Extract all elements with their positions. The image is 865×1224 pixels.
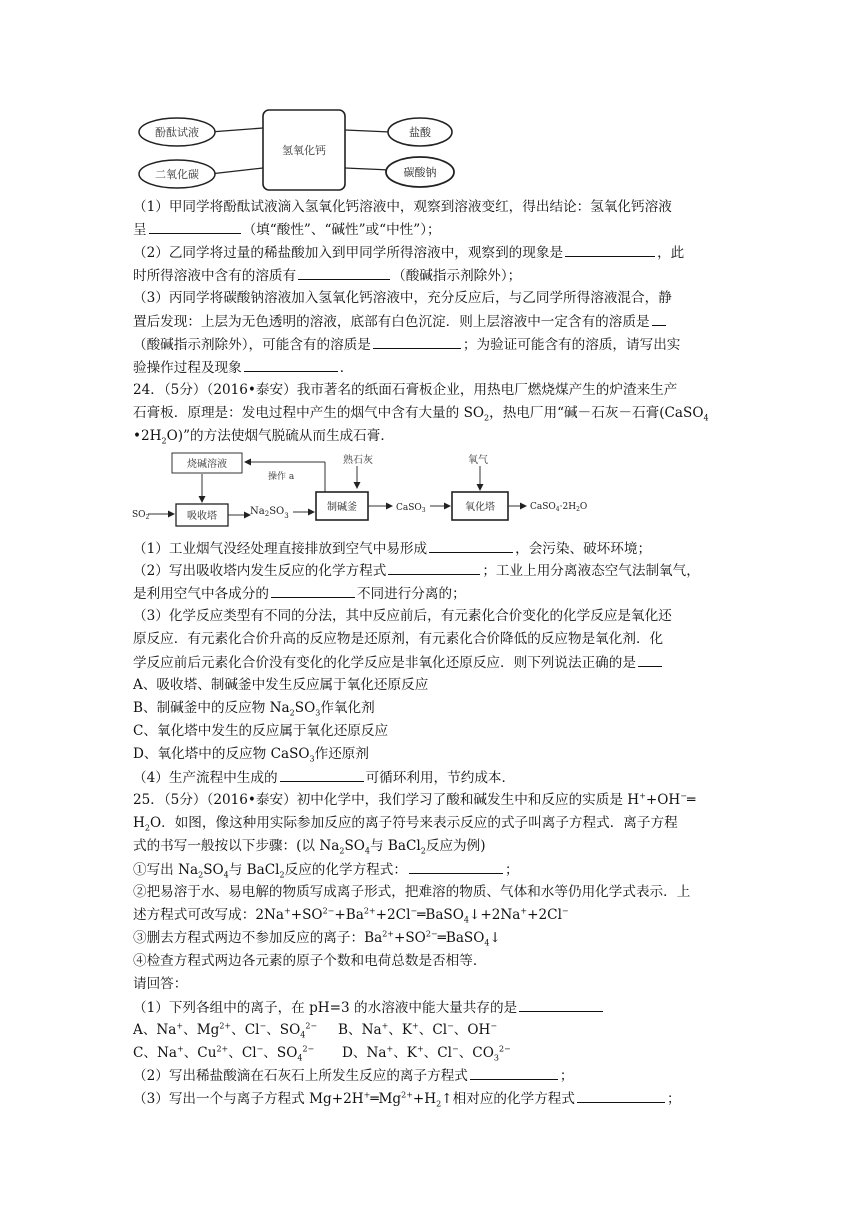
answer-blank[interactable] [429,539,513,553]
answer-blank[interactable] [373,335,461,349]
q25-step3: ③删去方程式两边不参加反应的离子：$Ba^{2+}+SO^{2-}═BaSO_4↓$ [133,929,501,948]
gypsum-process-flow [130,452,620,534]
q25-option-b: B、Na+、K+、Cl−、OH− [338,1021,498,1038]
label-caso4-2h2o: $CaSO_4\cdot 2H_2O$ [530,502,588,513]
answer-blank[interactable] [470,1066,558,1080]
q25-option-c: C、Na+、$Cu^{2+}$、Cl−、$SO_4^{2-}$ [133,1044,315,1063]
q23-p3-line4: 验操作过程及现象 ． [133,360,354,376]
q24-option-a: A、吸收塔、制碱釜中发生反应属于氧化还原反应 [133,677,429,693]
q24-p3-line2: 原反应．有元素化合价升高的反应物是还原剂，有元素化合价降低的反应物是氧化剂．化 [133,631,664,647]
q25-header-line3: 式的书写一般按以下步骤：(以 $Na_2SO_4$与 BaCl$_2$反应为例) [133,838,486,856]
q23-p2-line2: 时所得溶液中含有的溶质有 （酸碱指示剂除外）； [133,268,522,284]
q25-step4: ④检查方程式两边各元素的原子个数和电荷总数是否相等． [133,953,487,969]
q24-header-line1: 24．（5分）（2016•泰安）我市著名的纸面石膏板企业，用热电厂燃烧煤产生的炉渣来生产 [133,382,678,398]
q24-header-line3: $•2H_2O$)”的方法使烟气脱硫从而生成石膏． [133,428,394,446]
q25-p2: （2）写出稀盐酸滴在石灰石上所发生反应的离子方程式 ； [133,1068,574,1084]
label-absorption-tower: 吸收塔 [187,511,217,522]
q24-option-d: D、氧化塔中的反应物 CaSO$_3$作还原剂 [133,746,369,764]
answer-blank[interactable] [519,998,603,1012]
q23-p1-line2: 呈 （填“酸性”、“碱性”或“中性”）； [133,222,441,238]
q25-header-line1: 25．（5分）（2016•泰安）初中化学中，我们学习了酸和碱发生中和反应的实质是 H++OH−═ [133,791,696,808]
answer-blank[interactable] [271,584,355,598]
q25-header-line2: $H_2O$．如图，像这种用实际参加反应的离子符号来表示反应的式子叫离子方程式．离子方程 [133,815,678,833]
q23-p3-line3: （酸碱指示剂除外），可能含有的溶质是 ；为验证可能含有的溶质，请写出实 [133,337,681,353]
q25-step2-line1: ②把易溶于水、易电解的物质写成离子形式，把难溶的物质、气体和水等仍用化学式表示．上 [133,884,691,900]
q25-option-d: D、Na+、K+、Cl−、$CO_3^{2-}$ [342,1044,511,1063]
q24-p1: （1）工业烟气没经处理直接排放到空气中易形成 ，会污染、破坏环境； [133,541,652,557]
q24-p2-line1: （2）写出吸收塔内发生反应的化学方程式 ；工业上用分离液态空气法制氧气， [133,563,700,579]
label-alkali-kettle: 制碱釜 [327,502,357,513]
label-slaked-lime: 熟石灰 [343,455,373,466]
q25-p1: （1）下列各组中的离子，在 pH=3 的水溶液中能大量共存的是 [133,998,605,1017]
q25-step2-line2: 述方程式可改写成：$2Na^++SO^{2-}+Ba^{2+}+2Cl^-═BaSO_4↓+2Na^++2Cl^-$ [133,906,569,925]
q23-p3-line1: （3）丙同学将碳酸钠溶液加入氢氧化钙溶液中，充分反应后，与乙同学所得溶液混合，静 [133,290,672,306]
q24-p3-line3: 学反应前后元素化合价没有变化的化学反应是非氧化还原反应．则下列说法正确的是 [133,653,664,672]
answer-blank[interactable] [244,358,338,372]
q25-option-a: A、Na+、$Mg^{2+}$、Cl−、$SO_4^{2-}$ [133,1021,318,1040]
calcium-hydroxide-diagram [135,104,455,192]
label-caustic-soda: 烧碱溶液 [187,459,227,470]
label-na2co3: 碳酸钠 [403,166,437,179]
q24-p3-line1: （3）化学反应类型有不同的分法，其中反应前后，有元素化合价变化的化学反应是氧化还 [133,608,672,624]
q25-step1: ①写出 $Na_2SO_4$与 BaCl$_2$反应的化学方程式： ； [133,862,519,880]
q23-p1-line1: （1）甲同学将酚酞试液滴入氢氧化钙溶液中，观察到溶液变红，得出结论：氢氧化钙溶液 [133,199,672,215]
answer-blank[interactable] [638,653,662,667]
answer-blank[interactable] [652,312,666,326]
answer-blank[interactable] [565,243,655,257]
q23-p3-line2: 置后发现：上层为无色透明的溶液，底部有白色沉淀．则上层溶液中一定含有的溶质是 [133,312,668,331]
answer-blank[interactable] [280,768,364,782]
answer-blank[interactable] [388,561,480,575]
label-co2: 二氧化碳 [155,168,199,181]
q24-header-line2: 石膏板．原理是：发电过程中产生的烟气中含有大量的 $SO_2$，热电厂用“碱－石灰－石膏(CaSO$_4$ [133,405,709,423]
q24-p2-line2: 是利用空气中各成分的 不同进行分离的； [133,586,466,602]
label-hcl: 盐酸 [409,126,431,139]
answer-blank[interactable] [298,266,390,280]
answer-blank[interactable] [149,220,241,234]
label-calcium-hydroxide: 氢氧化钙 [282,144,326,157]
label-operation-a: 操作 a [268,472,295,482]
q23-p2-line1: （2）乙同学将过量的稀盐酸加入到甲同学所得溶液中，观察到的现象是 ，此 [133,245,685,261]
label-oxidation-tower: 氧化塔 [465,502,495,513]
answer-blank[interactable] [409,860,503,874]
q24-option-c: C、氧化塔中发生的反应属于氧化还原反应 [133,723,389,739]
q25-ask: 请回答： [133,976,188,992]
q25-p3: （3）写出一个与离子方程式 $Mg+2H^+═Mg^{2+}+H_2↑$相对应的化学方程式 ； [133,1090,681,1109]
q24-option-b: B、制碱釜中的反应物 $Na_2SO_3$作氧化剂 [133,700,375,718]
label-so2: $SO_2$ [132,510,150,521]
answer-blank[interactable] [577,1089,665,1103]
label-phenolphthalein: 酚酞试液 [155,126,199,139]
q24-p4: （4）生产流程中生成的 可循环利用，节约成本． [133,770,516,786]
label-caso3: CaSO$_3$ [396,503,426,514]
label-oxygen: 氧气 [468,455,488,466]
label-na2so3: $Na_2SO_3$ [250,506,289,520]
